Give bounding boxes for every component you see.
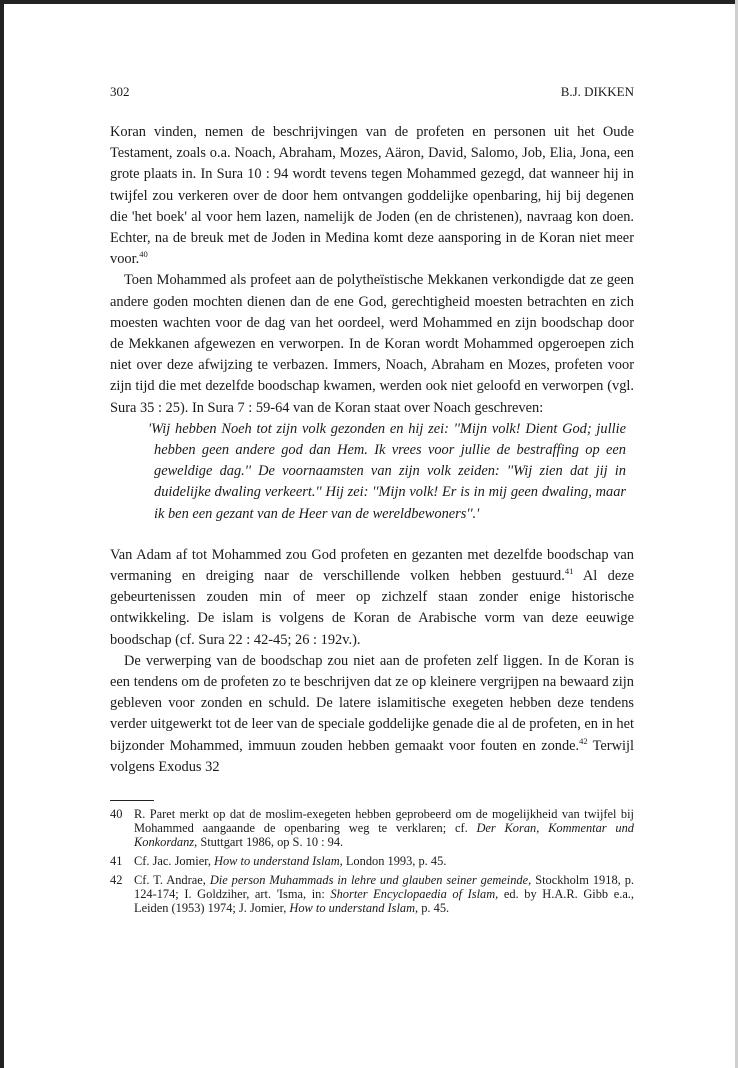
paragraph-1 bbox=[110, 122, 634, 270]
footnote-text-part: Stockholm 1918, p. 124-174; I. Goldziher, art. 'Isma, in: bbox=[134, 873, 634, 902]
paragraph-2 bbox=[110, 270, 634, 418]
footnote-42 bbox=[110, 873, 634, 915]
page-content bbox=[110, 84, 634, 920]
paragraph-3-continuation: Al deze gebeurtenissen zouden min of meer op zichzelf staan zonder enige historische ontwikkeling. De islam is volgens de Koran de Arabische vorm van deze eeuwige boodschap (cf. Sura 22 : 42-45; 26 : 192v.). bbox=[110, 568, 634, 648]
footnote-number: 40 bbox=[110, 807, 123, 822]
footnote-title-italic: How to understand Islam, bbox=[289, 901, 419, 916]
scan-border-left bbox=[0, 0, 4, 1068]
footnote-text-part: ed. by H.A.R. Gibb e.a., Leiden (1953) 1974; J. Jomier, bbox=[134, 887, 635, 916]
running-head-author: B.J. DIKKEN bbox=[560, 84, 634, 99]
paragraph-4-text: De verwerping van de boodschap zou niet aan de profeten zelf liggen. In de Koran is een tendens om de profeten zo te beschrijven dat ze op kleinere vergrijpen na bewaard zijn gebleven voor zonden en schuld. De latere islamitische exegeten hebben deze tendens verder uitgewerkt tot de leer van de speciale goddelijke genade die al de profeten, en in het bijzonder Mohammed, immuun zouden hebben gemaakt voor fouten en zonde. bbox=[110, 652, 634, 754]
footnote-text-part: p. 45. bbox=[418, 901, 450, 916]
footnote-text bbox=[134, 854, 634, 868]
footnote-title-italic: How to understand Islam, bbox=[214, 854, 343, 869]
scan-border-top bbox=[0, 0, 738, 4]
footnote-text-part: London 1993, p. 45. bbox=[342, 854, 447, 869]
running-head bbox=[110, 84, 634, 104]
section-gap bbox=[110, 525, 634, 545]
footnote-text-part: Cf. T. Andrae, bbox=[134, 873, 210, 888]
paragraph-3-text: Van Adam af tot Mohammed zou God profeten en gezanten met dezelfde boodschap van vermaning en dreiging naar de verschillende volken hebben gestuurd. bbox=[110, 546, 634, 585]
paragraph-4-continuation: Terwijl volgens Exodus 32 bbox=[110, 737, 634, 775]
footnote-ref-42[interactable]: 42 bbox=[579, 735, 588, 746]
footnote-title-italic: Shorter Encyclopaedia of Islam, bbox=[330, 887, 499, 902]
footnote-41 bbox=[110, 854, 634, 868]
block-quote: 'Wij hebben Noeh tot zijn volk gezonden en hij zei: ''Mijn volk! Dient God; jullie hebben geen andere god dan Hem. Ik vrees voor jullie de bestraffing op een geweldige dag.'' De voornaamsten van zijn volk zeiden: ''Wij zien dat jij in duidelijke dwaling verkeert.'' Hij zei: ''Mijn volk! Er is in mij geen dwaling, maar ik ben een gezant van de Heer van de wereldbewoners''.' bbox=[148, 420, 626, 522]
footnote-separator bbox=[110, 800, 154, 801]
footnote-text bbox=[134, 807, 634, 849]
footnote-ref-40[interactable]: 40 bbox=[139, 249, 148, 260]
footnote-40 bbox=[110, 807, 634, 849]
footnote-text bbox=[134, 873, 634, 915]
footnote-number: 41 bbox=[110, 854, 123, 869]
footnote-text-part: Stuttgart 1986, op S. 10 : 94. bbox=[197, 835, 344, 850]
footnote-text-part: R. Paret merkt op dat de moslim-exegeten hebben geprobeerd om de mogelijkheid van twijfel bij Mohammed aangaande de openbaring weg te verklaren; cf. bbox=[134, 807, 634, 836]
footnote-ref-41[interactable]: 41 bbox=[564, 566, 574, 577]
page-number: 302 bbox=[110, 84, 130, 99]
paragraph-2-text: Toen Mohammed als profeet aan de polytheïstische Mekkanen verkondigde dat ze geen andere goden mochten dienen dan de ene God, gerechtigheid moesten betrachten en zich moesten wachten voor de dag van het oordeel, werd Mohammed en zijn boodschap door de Mekkanen afgewezen en verworpen. In de Koran wordt Mohammed opgeroepen zich niet over deze afwijzing te verbazen. Immers, Noach, Abraham en Mozes, profeten voor zijn tijd die met dezelfde boodschap kwamen, werden ook niet geloofd en verworpen (vgl. Sura 35 : 25). In Sura 7 : 59-64 van de Koran staat over Noach geschreven: bbox=[110, 272, 634, 416]
paragraph-4 bbox=[110, 651, 634, 778]
footnote-text-part: Cf. Jac. Jomier, bbox=[134, 854, 215, 869]
footnote-title-italic: Die person Muhammads in lehre und glauben seiner gemeinde, bbox=[209, 873, 532, 888]
footnote-number: 42 bbox=[110, 873, 123, 888]
paragraph-3 bbox=[110, 545, 634, 651]
paragraph-1-text: Koran vinden, nemen de beschrijvingen van de profeten en personen uit het Oude Testament, zoals o.a. Noach, Abraham, Mozes, Aäron, David, Salomo, Job, Elia, Jona, een grote plaats in. In Sura 10 : 94 wordt tevens tegen Mohammed gezegd, dat wanneer hij in twijfel zou verkeren over de door hem ontvangen goddelijke openbaring, hij bij degenen die 'het boek' al voor hem lazen, namelijk de Joden (en de christenen), navraag kon doen. Echter, na de breuk met de Joden in Medina komt deze aansporing in de Koran niet meer voor. bbox=[110, 124, 634, 268]
footnote-title-italic: Der Koran, Kommentar und Konkordanz, bbox=[134, 821, 635, 850]
